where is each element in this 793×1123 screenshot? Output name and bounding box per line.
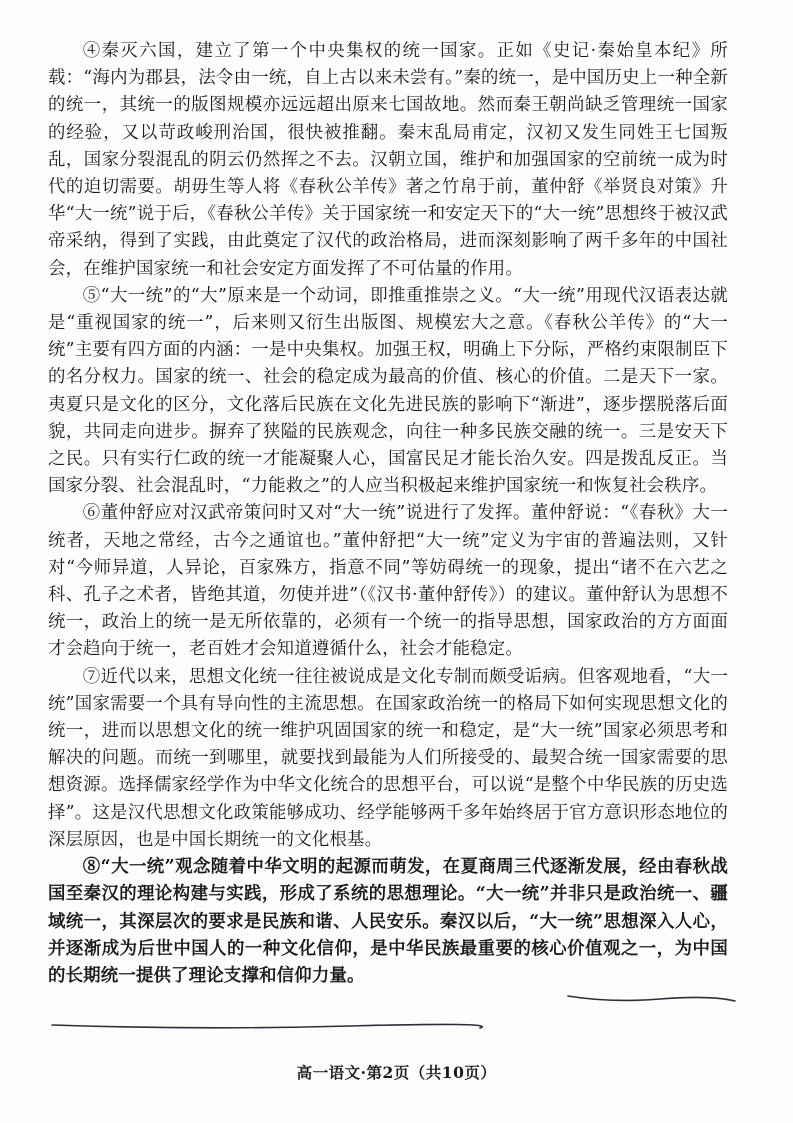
paragraph-7-text: 近代以来，思想文化统一往往被说成是文化专制而颇受诟病。但客观地看，“大一统”国家需要一个具有导向性的主流思想。在国家政治统一的格局下如何实现思想文化的统一，进而以思想文化的统一维护巩固国家的统一和稳定，是“大一统”国家必须思考和解决的问题。而统一到哪里，就要找到最能为人们所接受的、最契合统一国家需要的思想资源。选择儒家经学作为中华文化统合的思想平台，可以说“是整个中华民族的历史选择”。这是汉代思想文化政策能够成功、经学能够两千多年始终居于官方意识形态地位的深层原因，也是中国长期统一的文化根基。 [48,666,728,850]
pen-underline-lower [52,1024,482,1028]
paragraph-8-text: “大一统”观念随着中华文明的起源而萌发，在夏商周三代逐渐发展，经由春秋战国至秦汉的理论构建与实践，形成了系统的思想理论。“大一统”并非只是政治统一、疆域统一，其深层次的要求是民族和谐、人民安乐。秦汉以后，“大一统”思想深入人心，并逐渐成为后世中国人的一种文化信仰，是中华民族最重要的核心价值观之一，为中国的长期统一提供了理论支撑和信仰力量。 [48,857,729,986]
paragraph-4 [48,38,728,283]
paragraph-4-text: 秦灭六国，建立了第一个中央集权的统一国家。正如《史记·秦始皇本纪》所载：“海内为郡县，法令由一统，自上古以来未尝有。”秦的统一，是中国历史上一种全新的统一，其统一的版图规模亦远远超出原来七国故地。然而秦王朝尚缺乏管理统一国家的经验，又以苛政峻刑治国，很快被推翻。秦末乱局甫定，汉初又发生同姓王七国叛乱，国家分裂混乱的阴云仍然挥之不去。汉朝立国，维护和加强国家的空前统一成为时代的迫切需要。胡毋生等人将《春秋公羊传》著之竹帛于前，董仲舒《举贤良对策》升华“大一统”说于后，《春秋公羊传》关于国家统一和安定天下的“大一统”思想终于被汉武帝采纳，得到了实践，由此奠定了汉代的政治格局，进而深刻影响了两千多年的中国社会，在维护国家统一和社会安定方面发挥了不可估量的作用。 [48,41,728,279]
paragraph-8-marker: ⑧ [82,857,101,878]
article-body [48,38,728,990]
paragraph-4-marker: ④ [82,41,102,61]
paragraph-5 [48,283,728,501]
paragraph-7-marker: ⑦ [82,666,101,687]
page-footer: 高一语文·第2页（共10页） [296,1063,497,1082]
paragraph-7 [48,664,728,854]
paragraph-6-marker: ⑥ [82,503,101,524]
paragraph-8 [48,854,728,990]
paragraph-6-text: 董仲舒应对汉武帝策问时又对“大一统”说进行了发挥。董仲舒说：“《春秋》大一统者，天地之常经，古今之通谊也。”董仲舒把“大一统”定义为宇宙的普遍法则，又针对“今师异道，人异论，百家殊方，指意不同”等妨碍统一的现象，提出“诸不在六艺之科、孔子之术者，皆绝其道，勿使并进”（《汉书·董仲舒传》）的建议。董仲舒认为思想不统一，政治上的统一是无所依靠的，必须有一个统一的指导思想，国家政治的方方面面才会趋向于统一，老百姓才会知道遵循什么，社会才能稳定。 [48,503,728,660]
paragraph-6 [48,500,728,663]
paragraph-5-text: “大一统”的“大”原来是一个动词，即推重推崇之义。“大一统”用现代汉语表达就是“重视国家的统一”，后来则又衍生出版图、规模宏大之意。《春秋公羊传》的“大一统”主要有四方面的内涵：一是中央集权。加强王权，明确上下分际，严格约束限制臣下的名分权力。国家的统一、社会的稳定成为最高的价值、核心的价值。二是天下一家。夷夏只是文化的区分，文化落后民族在文化先进民族的影响下“渐进”，逐步摆脱落后面貌，共同走向进步。摒弃了狭隘的民族观念，向往一种多民族交融的统一。三是安天下之民。只有实行仁政的统一才能凝聚人心，国富民足才能长治久安。四是拨乱反正。当国家分裂、社会混乱时，“力能救之”的人应当积极起来维护国家统一和恢复社会秩序。 [48,285,728,497]
pen-underline-upper [568,996,735,1001]
paragraph-5-marker: ⑤ [82,285,101,306]
